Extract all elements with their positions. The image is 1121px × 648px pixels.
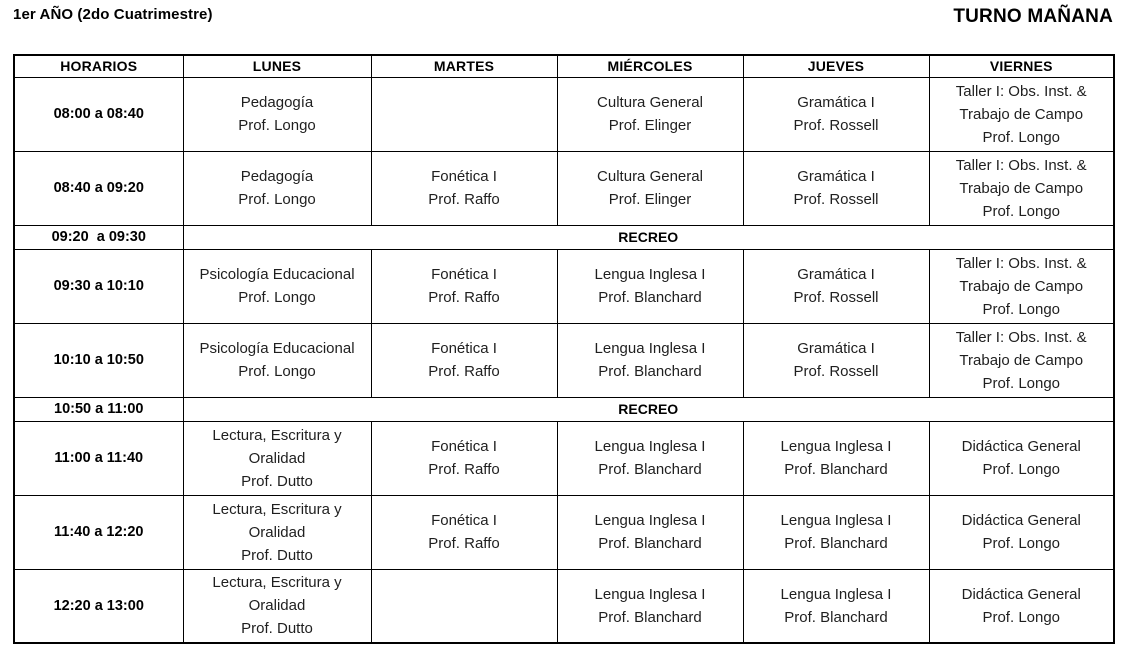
class-cell-line: Trabajo de Campo	[959, 105, 1084, 123]
class-cell-line: Prof. Blanchard	[784, 535, 888, 552]
class-cell-line: Gramática I	[797, 94, 875, 111]
table-row	[14, 495, 1114, 569]
class-cell-line: Prof. Rossell	[793, 117, 879, 134]
class-cell	[743, 151, 929, 225]
class-cell-line: Prof. Raffo	[428, 363, 500, 380]
class-cell	[371, 323, 557, 397]
schedule-table	[13, 54, 1115, 644]
class-cell-line: Pedagogía	[240, 168, 314, 185]
class-cell-line: Prof. Rossell	[793, 191, 879, 208]
class-cell	[743, 421, 929, 495]
class-cell	[743, 569, 929, 643]
class-cell-line: Fonética I	[431, 168, 497, 185]
class-cell-line: Lectura, Escritura y	[212, 574, 342, 592]
class-cell-line: Prof. Rossell	[793, 363, 879, 380]
class-cell-line: Prof. Blanchard	[784, 608, 888, 626]
class-cell	[557, 77, 743, 151]
class-cell-line: Psicología Educacional	[199, 266, 355, 283]
table-row	[14, 569, 1114, 643]
class-cell	[371, 249, 557, 323]
break-label: RECREO	[183, 397, 1114, 421]
class-cell-line: Fonética I	[431, 266, 497, 283]
column-header-jueves: JUEVES	[743, 55, 929, 77]
class-cell	[929, 421, 1114, 495]
class-cell-line: Fonética I	[431, 512, 497, 529]
class-cell-line: Prof. Longo	[982, 608, 1061, 626]
class-cell-line: Cultura General	[597, 168, 703, 185]
class-cell	[557, 323, 743, 397]
header-row	[14, 55, 1114, 77]
class-cell	[371, 421, 557, 495]
class-cell-line: Oralidad	[248, 597, 306, 615]
table-row	[14, 77, 1114, 151]
time-cell: 10:50 a 11:00	[14, 397, 183, 421]
class-cell-line: Pedagogía	[240, 94, 314, 111]
class-cell-line: Psicología Educacional	[199, 340, 355, 357]
class-cell	[183, 421, 371, 495]
column-header-horarios: HORARIOS	[14, 55, 183, 77]
class-cell-line: Prof. Longo	[982, 128, 1061, 146]
class-cell-line: Lengua Inglesa I	[594, 340, 706, 357]
class-cell	[183, 249, 371, 323]
table-row	[14, 323, 1114, 397]
class-cell-line: Taller I: Obs. Inst. &	[955, 328, 1087, 346]
time-cell: 09:20 a 09:30	[14, 225, 183, 249]
class-cell-line: Prof. Rossell	[793, 289, 879, 306]
class-cell-line: Prof. Elinger	[608, 117, 692, 134]
class-cell	[743, 77, 929, 151]
column-header-lunes: LUNES	[183, 55, 371, 77]
class-cell-line: Prof. Elinger	[608, 191, 692, 208]
class-cell	[929, 249, 1114, 323]
time-cell: 12:20 a 13:00	[14, 569, 183, 643]
class-cell-line: Lectura, Escritura y	[212, 500, 342, 518]
class-cell-line: Prof. Longo	[238, 191, 316, 208]
class-cell-line: Lengua Inglesa I	[594, 585, 706, 603]
class-cell	[371, 495, 557, 569]
class-cell-line: Didáctica General	[961, 585, 1081, 603]
class-cell-line: Prof. Longo	[982, 374, 1061, 392]
class-cell-line: Lengua Inglesa I	[594, 438, 706, 455]
class-cell	[557, 151, 743, 225]
table-row	[14, 421, 1114, 495]
class-cell-line: Oralidad	[248, 449, 306, 467]
time-cell: 11:40 a 12:20	[14, 495, 183, 569]
titlebar	[13, 6, 1113, 28]
class-cell-line: Lectura, Escritura y	[212, 426, 342, 444]
break-label: RECREO	[183, 225, 1114, 249]
class-cell-line: Prof. Blanchard	[598, 461, 702, 478]
class-cell	[183, 323, 371, 397]
class-cell	[929, 569, 1114, 643]
class-cell-line: Prof. Raffo	[428, 535, 500, 552]
table-row	[14, 151, 1114, 225]
class-cell	[183, 151, 371, 225]
class-cell	[929, 323, 1114, 397]
class-cell-line: Gramática I	[797, 168, 875, 185]
class-cell-line: Oralidad	[248, 523, 306, 541]
class-cell-line: Prof. Dutto	[241, 620, 313, 638]
class-cell-line: Prof. Raffo	[428, 289, 500, 306]
class-cell-line: Prof. Dutto	[241, 472, 313, 490]
class-cell-line: Gramática I	[797, 340, 875, 357]
class-cell-line: Prof. Longo	[982, 461, 1061, 478]
time-cell: 08:00 a 08:40	[14, 77, 183, 151]
time-cell: 11:00 a 11:40	[14, 421, 183, 495]
class-cell-line: Prof. Blanchard	[598, 535, 702, 552]
time-cell: 10:10 a 10:50	[14, 323, 183, 397]
class-cell-line: Prof. Longo	[238, 289, 316, 306]
class-cell-line: Lengua Inglesa I	[780, 585, 892, 603]
table-row	[14, 249, 1114, 323]
class-cell-line: Prof. Raffo	[428, 191, 500, 208]
class-cell-line: Fonética I	[431, 340, 497, 357]
class-cell-line: Prof. Longo	[982, 202, 1061, 220]
class-cell-line: Lengua Inglesa I	[780, 438, 892, 455]
class-cell-line: Taller I: Obs. Inst. &	[955, 82, 1087, 100]
break-row	[14, 397, 1114, 421]
class-cell	[557, 495, 743, 569]
class-cell	[557, 421, 743, 495]
class-cell-line: Prof. Blanchard	[598, 363, 702, 380]
class-cell	[183, 569, 371, 643]
shift-title: TURNO MAÑANA	[953, 6, 1113, 27]
class-cell	[743, 323, 929, 397]
class-cell-line: Prof. Dutto	[241, 546, 313, 564]
class-cell	[929, 151, 1114, 225]
time-cell: 08:40 a 09:20	[14, 151, 183, 225]
class-cell-line: Trabajo de Campo	[959, 179, 1084, 197]
column-header-martes: MARTES	[371, 55, 557, 77]
class-cell	[557, 249, 743, 323]
page-title: 1er AÑO (2do Cuatrimestre)	[13, 6, 213, 23]
schedule-body	[14, 77, 1114, 643]
class-cell	[743, 249, 929, 323]
class-cell	[929, 495, 1114, 569]
column-header-viernes: VIERNES	[929, 55, 1114, 77]
class-cell-line: Trabajo de Campo	[959, 351, 1084, 369]
empty-cell	[371, 77, 557, 151]
class-cell	[557, 569, 743, 643]
break-row	[14, 225, 1114, 249]
class-cell-line: Prof. Longo	[238, 117, 316, 134]
class-cell-line: Gramática I	[797, 266, 875, 283]
class-cell-line: Lengua Inglesa I	[780, 512, 892, 529]
class-cell	[183, 77, 371, 151]
class-cell-line: Didáctica General	[961, 512, 1081, 529]
class-cell	[371, 151, 557, 225]
class-cell-line: Prof. Longo	[982, 535, 1061, 552]
class-cell-line: Prof. Blanchard	[598, 608, 702, 626]
class-cell-line: Trabajo de Campo	[959, 277, 1084, 295]
class-cell-line: Taller I: Obs. Inst. &	[955, 254, 1087, 272]
class-cell-line: Prof. Longo	[982, 300, 1061, 318]
class-cell-line: Didáctica General	[961, 438, 1081, 455]
empty-cell	[371, 569, 557, 643]
class-cell-line: Fonética I	[431, 438, 497, 455]
class-cell-line: Cultura General	[597, 94, 703, 111]
class-cell-line: Lengua Inglesa I	[594, 266, 706, 283]
column-header-miercoles: MIÉRCOLES	[557, 55, 743, 77]
class-cell	[743, 495, 929, 569]
class-cell-line: Prof. Blanchard	[784, 461, 888, 478]
schedule-header	[14, 55, 1114, 77]
class-cell	[183, 495, 371, 569]
class-cell-line: Prof. Blanchard	[598, 289, 702, 306]
class-cell-line: Prof. Longo	[238, 363, 316, 380]
class-cell-line: Lengua Inglesa I	[594, 512, 706, 529]
time-cell: 09:30 a 10:10	[14, 249, 183, 323]
class-cell	[929, 77, 1114, 151]
class-cell-line: Taller I: Obs. Inst. &	[955, 156, 1087, 174]
class-cell-line: Prof. Raffo	[428, 461, 500, 478]
